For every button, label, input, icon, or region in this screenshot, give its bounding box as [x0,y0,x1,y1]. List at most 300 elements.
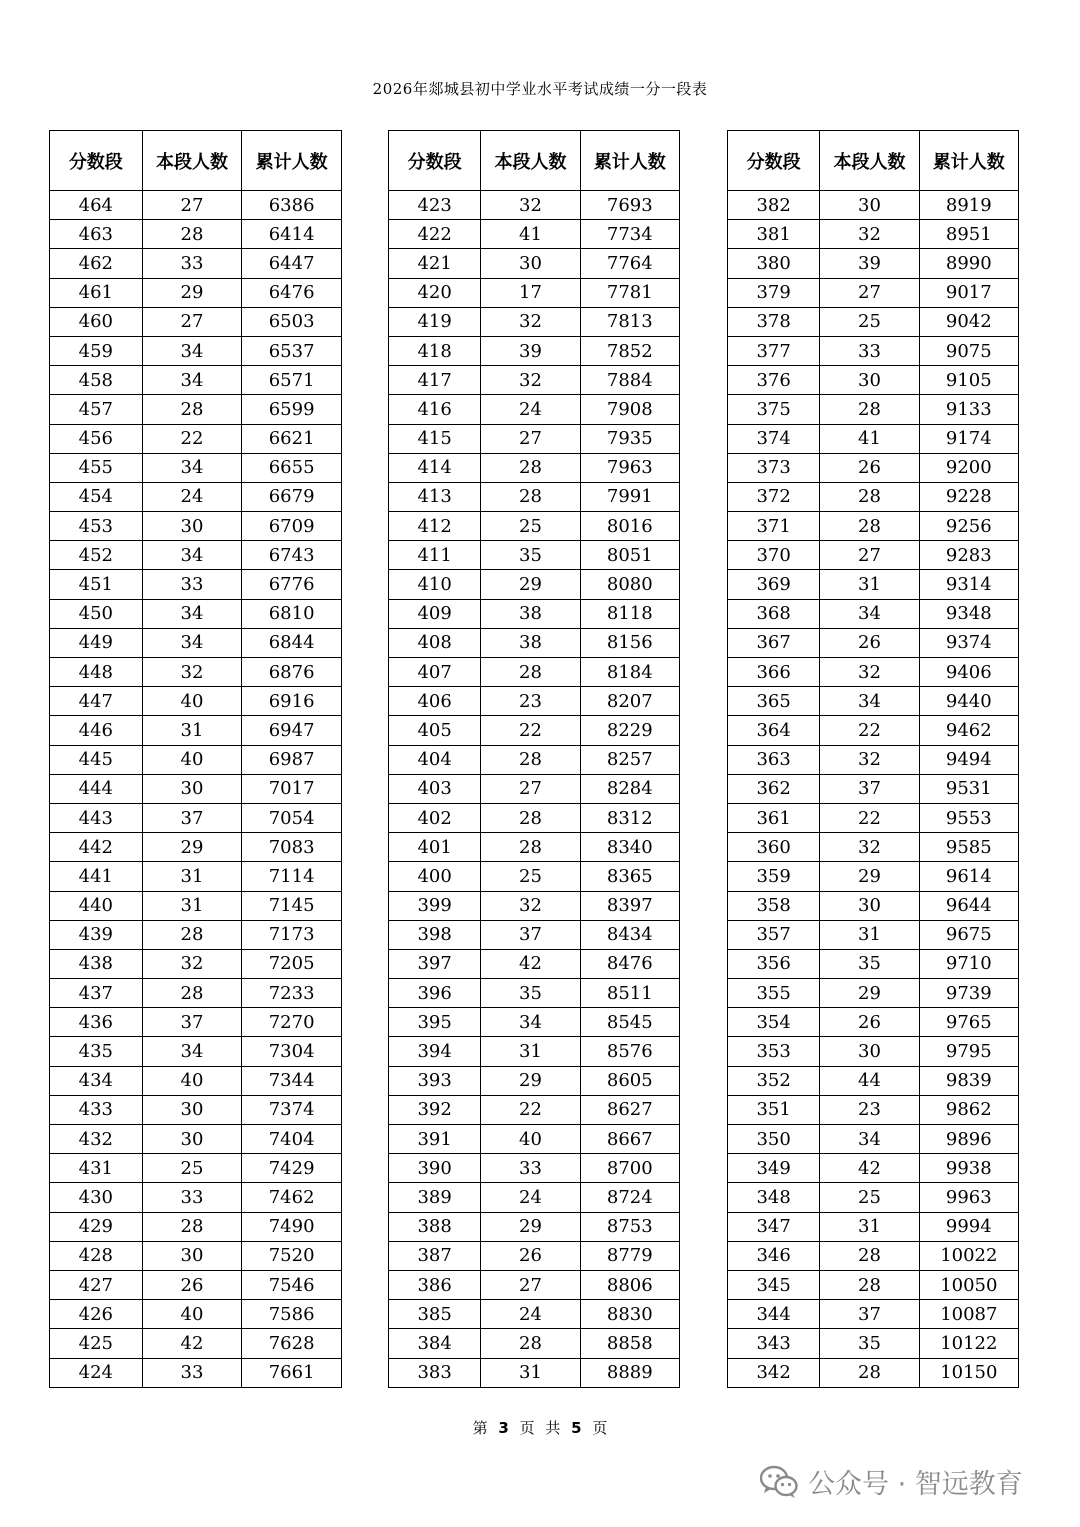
band-count-cell: 24 [142,482,242,511]
band-count-cell: 34 [481,1008,580,1037]
band-count-cell: 30 [820,366,919,395]
table-row [389,803,680,832]
band-count-cell: 34 [142,453,242,482]
table-row [50,833,342,862]
cumulative-count-cell: 9494 [919,745,1018,774]
table-row [728,1037,1019,1066]
cumulative-count-cell: 8340 [580,833,679,862]
score-cell: 391 [389,1125,481,1154]
table-row [50,1095,342,1124]
table-row [728,366,1019,395]
score-cell: 362 [728,774,820,803]
cumulative-count-cell: 9042 [919,307,1018,336]
cumulative-count-cell: 7205 [242,949,342,978]
band-count-cell: 29 [820,979,919,1008]
score-cell: 350 [728,1125,820,1154]
band-count-cell: 25 [481,862,580,891]
band-count-cell: 28 [142,395,242,424]
cumulative-count-cell: 9710 [919,949,1018,978]
band-count-cell: 28 [820,395,919,424]
pager-prefix: 第 [472,1419,488,1437]
table-header-row [728,131,1019,191]
score-cell: 428 [50,1241,143,1270]
band-count-cell: 40 [142,1066,242,1095]
score-cell: 353 [728,1037,820,1066]
band-count-cell: 28 [481,482,580,511]
pager-middle: 页 共 [519,1419,561,1437]
table-row [50,774,342,803]
score-cell: 372 [728,482,820,511]
table-row [50,1329,342,1358]
score-cell: 383 [389,1358,481,1387]
table-row [50,1183,342,1212]
band-count-cell: 25 [481,512,580,541]
band-count-cell: 30 [142,1125,242,1154]
band-count-cell: 34 [142,599,242,628]
band-count-cell: 22 [481,716,580,745]
cumulative-count-cell: 6709 [242,512,342,541]
score-cell: 393 [389,1066,481,1095]
band-count-cell: 28 [820,512,919,541]
score-cell: 369 [728,570,820,599]
cumulative-count-cell: 7344 [242,1066,342,1095]
score-cell: 367 [728,628,820,657]
table-row [50,745,342,774]
score-cell: 459 [50,336,143,365]
score-cell: 347 [728,1212,820,1241]
score-cell: 442 [50,833,143,862]
table-row [728,745,1019,774]
band-count-cell: 35 [820,1329,919,1358]
band-count-cell: 31 [820,570,919,599]
score-cell: 395 [389,1008,481,1037]
cumulative-count-cell: 9963 [919,1183,1018,1212]
score-cell: 378 [728,307,820,336]
header-band-count: 本段人数 [481,131,580,191]
cumulative-count-cell: 7404 [242,1125,342,1154]
band-count-cell: 27 [481,1270,580,1299]
cumulative-count-cell: 9075 [919,336,1018,365]
band-count-cell: 31 [481,1358,580,1387]
table-row [728,687,1019,716]
band-count-cell: 28 [142,220,242,249]
score-cell: 396 [389,979,481,1008]
table-row [389,1037,680,1066]
cumulative-count-cell: 7304 [242,1037,342,1066]
score-cell: 443 [50,803,143,832]
cumulative-count-cell: 8434 [580,920,679,949]
band-count-cell: 30 [481,249,580,278]
table-row [50,599,342,628]
cumulative-count-cell: 7781 [580,278,679,307]
score-cell: 417 [389,366,481,395]
table-row [389,891,680,920]
score-cell: 432 [50,1125,143,1154]
score-cell: 451 [50,570,143,599]
band-count-cell: 25 [142,1154,242,1183]
table-row [728,1008,1019,1037]
score-cell: 366 [728,658,820,687]
band-count-cell: 26 [481,1241,580,1270]
cumulative-count-cell: 8118 [580,599,679,628]
band-count-cell: 28 [820,1241,919,1270]
band-count-cell: 42 [142,1329,242,1358]
cumulative-count-cell: 9440 [919,687,1018,716]
table-row [389,920,680,949]
score-cell: 404 [389,745,481,774]
cumulative-count-cell: 6537 [242,336,342,365]
score-cell: 464 [50,191,143,220]
table-row [50,803,342,832]
table-row [389,716,680,745]
band-count-cell: 34 [142,336,242,365]
cumulative-count-cell: 8919 [919,191,1018,220]
band-count-cell: 29 [142,833,242,862]
score-cell: 414 [389,453,481,482]
score-cell: 453 [50,512,143,541]
band-count-cell: 24 [481,1183,580,1212]
band-count-cell: 37 [820,774,919,803]
band-count-cell: 26 [820,628,919,657]
cumulative-count-cell: 9739 [919,979,1018,1008]
band-count-cell: 22 [142,424,242,453]
header-score-band: 分数段 [50,131,143,191]
cumulative-count-cell: 7963 [580,453,679,482]
cumulative-count-cell: 8858 [580,1329,679,1358]
cumulative-count-cell: 9314 [919,570,1018,599]
cumulative-count-cell: 8951 [919,220,1018,249]
cumulative-count-cell: 6414 [242,220,342,249]
band-count-cell: 29 [481,1066,580,1095]
table-row [50,512,342,541]
score-cell: 458 [50,366,143,395]
table-row [728,482,1019,511]
table-row [389,1154,680,1183]
score-cell: 422 [389,220,481,249]
band-count-cell: 30 [142,774,242,803]
table-row [50,336,342,365]
cumulative-count-cell: 9614 [919,862,1018,891]
cumulative-count-cell: 8667 [580,1125,679,1154]
cumulative-count-cell: 6987 [242,745,342,774]
band-count-cell: 33 [820,336,919,365]
band-count-cell: 28 [820,1358,919,1387]
band-count-cell: 40 [142,745,242,774]
score-cell: 420 [389,278,481,307]
band-count-cell: 28 [142,1212,242,1241]
cumulative-count-cell: 7083 [242,833,342,862]
band-count-cell: 40 [481,1125,580,1154]
band-count-cell: 34 [142,366,242,395]
table-row [389,278,680,307]
cumulative-count-cell: 8312 [580,803,679,832]
band-count-cell: 34 [820,599,919,628]
table-row [728,1066,1019,1095]
cumulative-count-cell: 9200 [919,453,1018,482]
cumulative-count-cell: 6476 [242,278,342,307]
score-cell: 374 [728,424,820,453]
band-count-cell: 35 [820,949,919,978]
table-row [50,249,342,278]
table-row [389,541,680,570]
table-row [50,278,342,307]
score-cell: 363 [728,745,820,774]
score-cell: 371 [728,512,820,541]
table-row [389,1066,680,1095]
table-row [389,482,680,511]
cumulative-count-cell: 8511 [580,979,679,1008]
score-cell: 413 [389,482,481,511]
pager-current: 3 [498,1419,509,1437]
band-count-cell: 25 [820,1183,919,1212]
band-count-cell: 32 [481,191,580,220]
band-count-cell: 32 [481,307,580,336]
band-count-cell: 37 [142,803,242,832]
score-cell: 412 [389,512,481,541]
cumulative-count-cell: 9585 [919,833,1018,862]
band-count-cell: 28 [481,833,580,862]
table-row [50,949,342,978]
table-row [50,395,342,424]
cumulative-count-cell: 7884 [580,366,679,395]
table-row [50,366,342,395]
table-row [728,453,1019,482]
score-cell: 462 [50,249,143,278]
cumulative-count-cell: 7233 [242,979,342,1008]
cumulative-count-cell: 8284 [580,774,679,803]
cumulative-count-cell: 6743 [242,541,342,570]
cumulative-count-cell: 6947 [242,716,342,745]
score-cell: 406 [389,687,481,716]
table-row [389,1300,680,1329]
band-count-cell: 28 [142,979,242,1008]
score-cell: 421 [389,249,481,278]
score-cell: 344 [728,1300,820,1329]
score-cell: 399 [389,891,481,920]
score-cell: 352 [728,1066,820,1095]
cumulative-count-cell: 9462 [919,716,1018,745]
score-cell: 449 [50,628,143,657]
score-cell: 387 [389,1241,481,1270]
band-count-cell: 30 [820,891,919,920]
score-cell: 389 [389,1183,481,1212]
table-row [389,453,680,482]
table-row [728,278,1019,307]
score-cell: 370 [728,541,820,570]
header-cumulative-count: 累计人数 [919,131,1018,191]
cumulative-count-cell: 7270 [242,1008,342,1037]
score-cell: 430 [50,1183,143,1212]
band-count-cell: 44 [820,1066,919,1095]
table-row [50,1358,342,1387]
table-row [50,1241,342,1270]
table-row [389,1212,680,1241]
cumulative-count-cell: 6599 [242,395,342,424]
cumulative-count-cell: 7017 [242,774,342,803]
band-count-cell: 30 [820,1037,919,1066]
score-cell: 349 [728,1154,820,1183]
cumulative-count-cell: 8753 [580,1212,679,1241]
wechat-icon [760,1465,798,1499]
score-cell: 407 [389,658,481,687]
score-cell: 416 [389,395,481,424]
band-count-cell: 22 [820,716,919,745]
table-row [389,570,680,599]
score-cell: 439 [50,920,143,949]
score-cell: 381 [728,220,820,249]
table-row [728,336,1019,365]
cumulative-count-cell: 6776 [242,570,342,599]
score-cell: 424 [50,1358,143,1387]
score-cell: 433 [50,1095,143,1124]
score-cell: 450 [50,599,143,628]
table-row [389,745,680,774]
cumulative-count-cell: 7661 [242,1358,342,1387]
score-cell: 385 [389,1300,481,1329]
band-count-cell: 42 [481,949,580,978]
table-row [50,1037,342,1066]
band-count-cell: 28 [481,803,580,832]
table-row [728,191,1019,220]
band-count-cell: 27 [142,307,242,336]
band-count-cell: 30 [142,1241,242,1270]
score-cell: 397 [389,949,481,978]
band-count-cell: 25 [820,307,919,336]
band-count-cell: 35 [481,541,580,570]
score-cell: 454 [50,482,143,511]
band-count-cell: 41 [481,220,580,249]
band-count-cell: 38 [481,628,580,657]
page-title: 2026年郯城县初中学业水平考试成绩一分一段表 [372,80,708,98]
table-row [50,716,342,745]
table-row [50,570,342,599]
cumulative-count-cell: 9531 [919,774,1018,803]
band-count-cell: 34 [820,687,919,716]
band-count-cell: 42 [820,1154,919,1183]
score-cell: 394 [389,1037,481,1066]
cumulative-count-cell: 9765 [919,1008,1018,1037]
band-count-cell: 22 [820,803,919,832]
cumulative-count-cell: 8627 [580,1095,679,1124]
cumulative-count-cell: 9896 [919,1125,1018,1154]
score-cell: 426 [50,1300,143,1329]
table-row [389,191,680,220]
band-count-cell: 31 [142,862,242,891]
cumulative-count-cell: 8806 [580,1270,679,1299]
table-row [389,862,680,891]
band-count-cell: 24 [481,395,580,424]
band-count-cell: 33 [142,1358,242,1387]
table-row [50,687,342,716]
score-cell: 409 [389,599,481,628]
score-cell: 375 [728,395,820,424]
band-count-cell: 27 [481,774,580,803]
score-cell: 461 [50,278,143,307]
table-row [389,687,680,716]
score-table-2 [388,130,680,1388]
band-count-cell: 37 [820,1300,919,1329]
band-count-cell: 28 [142,920,242,949]
cumulative-count-cell: 8051 [580,541,679,570]
band-count-cell: 34 [820,1125,919,1154]
cumulative-count-cell: 7586 [242,1300,342,1329]
cumulative-count-cell: 9553 [919,803,1018,832]
table-row [728,920,1019,949]
table-row [389,249,680,278]
band-count-cell: 28 [820,1270,919,1299]
table-row [50,541,342,570]
table-row [728,774,1019,803]
score-cell: 390 [389,1154,481,1183]
table-row [728,1154,1019,1183]
cumulative-count-cell: 6621 [242,424,342,453]
score-cell: 368 [728,599,820,628]
header-score-band: 分数段 [728,131,820,191]
table-row [50,891,342,920]
table-row [50,658,342,687]
table-row [50,1125,342,1154]
cumulative-count-cell: 8365 [580,862,679,891]
score-cell: 436 [50,1008,143,1037]
table-row [50,1154,342,1183]
band-count-cell: 26 [820,1008,919,1037]
score-cell: 411 [389,541,481,570]
table-row [728,249,1019,278]
band-count-cell: 39 [820,249,919,278]
score-cell: 359 [728,862,820,891]
score-cell: 379 [728,278,820,307]
table-row [389,949,680,978]
table-row [50,482,342,511]
band-count-cell: 33 [481,1154,580,1183]
table-row [389,628,680,657]
band-count-cell: 30 [142,512,242,541]
table-row [50,1270,342,1299]
table-row [50,1212,342,1241]
cumulative-count-cell: 6844 [242,628,342,657]
table-row [728,1095,1019,1124]
cumulative-count-cell: 9644 [919,891,1018,920]
band-count-cell: 40 [142,1300,242,1329]
table-row [728,1270,1019,1299]
score-cell: 346 [728,1241,820,1270]
cumulative-count-cell: 7462 [242,1183,342,1212]
band-count-cell: 31 [142,716,242,745]
band-count-cell: 34 [142,1037,242,1066]
score-cell: 351 [728,1095,820,1124]
cumulative-count-cell: 6916 [242,687,342,716]
header-cumulative-count: 累计人数 [580,131,679,191]
band-count-cell: 23 [481,687,580,716]
score-cell: 386 [389,1270,481,1299]
table-row [728,1212,1019,1241]
band-count-cell: 32 [142,949,242,978]
score-cell: 400 [389,862,481,891]
score-cell: 408 [389,628,481,657]
table-row [728,1358,1019,1387]
cumulative-count-cell: 8724 [580,1183,679,1212]
score-cell: 365 [728,687,820,716]
cumulative-count-cell: 8080 [580,570,679,599]
table-row [50,1300,342,1329]
band-count-cell: 31 [481,1037,580,1066]
band-count-cell: 28 [481,658,580,687]
table-row [389,658,680,687]
cumulative-count-cell: 7628 [242,1329,342,1358]
cumulative-count-cell: 8207 [580,687,679,716]
table-row [389,395,680,424]
table-row [50,920,342,949]
